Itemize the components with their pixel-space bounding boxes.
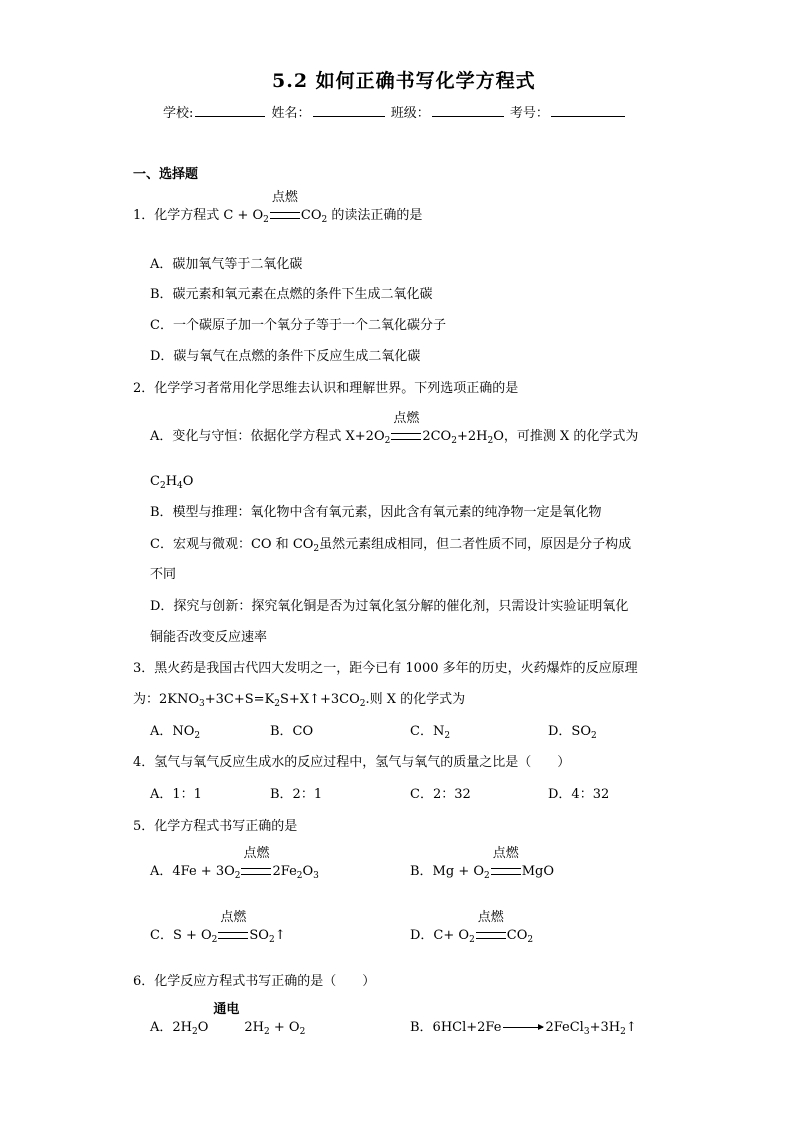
q5-option-b[interactable] (410, 846, 555, 881)
question-5-stem: 5．化学方程式书写正确的是 (133, 819, 298, 834)
subscript: 2 (620, 1027, 626, 1037)
q3-option-c[interactable] (410, 724, 450, 740)
reaction-condition (270, 190, 300, 224)
question-3-stem-cont (133, 692, 465, 708)
q1-prefix: 1．化学方程式 C + O (133, 208, 264, 223)
q5-c-text: SO (249, 928, 269, 943)
q5-b-text: MgO (521, 864, 555, 879)
condition-label: 点燃 (492, 846, 519, 861)
class-field[interactable] (432, 104, 504, 117)
class-label: 班级： (390, 106, 430, 121)
q3-c-text: C．N (410, 724, 445, 739)
q5-d-text: D．C+ O (410, 928, 470, 943)
q6-b-text: B．6HCl+2Fe (410, 1020, 502, 1035)
gas-arrow-icon: ↑ (274, 928, 286, 943)
q5-a-text: 2Fe (272, 864, 297, 879)
condition-label: 通电 (213, 1002, 240, 1017)
formula-part: O (182, 474, 194, 489)
q5-a-text: O (302, 864, 314, 879)
gas-arrow-icon: ↑ (625, 1020, 637, 1035)
school-label: 学校: (163, 106, 194, 121)
subscript: 2 (487, 436, 494, 446)
formula-part: H (165, 474, 178, 489)
q6-b-text: +3H (589, 1020, 621, 1035)
q3-option-b[interactable]: B．CO (270, 724, 314, 739)
q5-d-text: CO (506, 928, 528, 943)
q2-option-d[interactable]: D．探究与创新：探究氧化铜是否为过氧化氢分解的催化剂，只需设计实验证明氧化 (150, 599, 629, 614)
q2-c-text: C．宏观与微观：CO 和 CO (150, 537, 314, 552)
reaction-condition (491, 846, 521, 880)
q2-a-text: 2CO (422, 429, 452, 444)
subscript: 2 (591, 731, 597, 741)
q2-option-d-cont: 铜能否改变反应速率 (150, 630, 268, 645)
subscript: 2 (192, 1027, 198, 1037)
question-4-stem: 4．氢气与氧气反应生成水的反应过程中，氢气与氧气的质量之比是（ ） (133, 755, 571, 770)
q2-option-b[interactable]: B．模型与推理：氧化物中含有氧元素，因此含有氧元素的纯净物一定是氧化物 (150, 505, 602, 520)
reaction-condition (209, 1002, 243, 1036)
q1-option-b[interactable]: B．碳元素和氧元素在点燃的条件下生成二氧化碳 (150, 287, 433, 302)
subscript: 2 (384, 436, 391, 446)
q4-option-b[interactable]: B．2：1 (270, 787, 323, 802)
subscript: 2 (299, 1027, 306, 1037)
subscript: 2 (359, 699, 366, 709)
q6-a-text: 2H (244, 1020, 265, 1035)
q1-suffix: 的读法正确的是 (327, 208, 423, 223)
subscript: 3 (313, 871, 319, 881)
condition-label: 点燃 (477, 910, 504, 925)
q5-option-a[interactable] (150, 846, 319, 881)
subscript: 4 (177, 481, 183, 491)
q6-option-a[interactable] (150, 1002, 306, 1037)
q2-a-text: +2H (456, 429, 488, 444)
q6-a-text: A．2H (150, 1020, 192, 1035)
q3-text: +3C+S=K (204, 692, 275, 707)
q5-a-text: A．4Fe + 3O (150, 864, 235, 879)
q1-product: CO (300, 208, 322, 223)
question-6-stem: 6．化学反应方程式书写正确的是（ ） (133, 974, 376, 989)
section-title: 一、选择题 (133, 167, 199, 182)
reaction-condition (391, 411, 421, 445)
reaction-condition (476, 910, 506, 944)
q2-a-text: O，可推测 X 的化学式为 (493, 429, 639, 444)
name-field[interactable] (313, 104, 385, 117)
q2-c-text: 虽然元素组成相同，但二者性质不同，原因是分子构成 (319, 537, 632, 552)
subscript: 2 (484, 871, 490, 881)
student-info-line (163, 104, 627, 122)
reaction-condition (218, 910, 248, 944)
question-1-stem (133, 190, 423, 225)
q3-a-text: A．NO (150, 724, 195, 739)
q5-c-text: C．S + O (150, 928, 212, 943)
q2-option-c-cont: 不同 (150, 567, 177, 582)
reaction-arrow-icon (503, 1027, 543, 1028)
condition-label: 点燃 (393, 411, 420, 426)
q3-text: 为：2KNO (133, 692, 200, 707)
subscript: 2 (444, 731, 451, 741)
school-field[interactable] (195, 104, 265, 117)
subscript: 3 (583, 1027, 590, 1037)
q4-option-a[interactable]: A．1：1 (150, 787, 202, 802)
subscript: 2 (469, 935, 475, 945)
condition-label: 点燃 (220, 910, 247, 925)
q6-option-b[interactable] (410, 1020, 637, 1036)
q4-option-c[interactable]: C．2：32 (410, 787, 471, 802)
subscript: 2 (263, 215, 269, 225)
subscript: 2 (159, 481, 166, 491)
subscript: 2 (194, 731, 201, 741)
condition-label: 点燃 (243, 846, 270, 861)
question-3-stem: 3．黑火药是我国古代四大发明之一，距今已有 1000 多年的历史，火药爆炸的反应原理 (133, 661, 638, 676)
question-2-stem: 2．化学学习者常用化学思维去认识和理解世界。下列选项正确的是 (133, 381, 519, 396)
subscript: 2 (268, 935, 275, 945)
subscript: 2 (527, 935, 534, 945)
q3-option-d[interactable] (548, 724, 597, 740)
subscript: 2 (211, 935, 218, 945)
name-label: 姓名： (271, 106, 311, 121)
q4-option-d[interactable]: D．4：32 (548, 787, 610, 802)
q5-option-d[interactable] (410, 910, 534, 945)
q1-option-a[interactable]: A．碳加氧气等于二氧化碳 (150, 257, 303, 272)
q3-text: S+X↑+3CO (280, 692, 360, 707)
q5-option-c[interactable] (150, 910, 286, 945)
q1-option-d[interactable]: D．碳与氧气在点燃的条件下反应生成二氧化碳 (150, 349, 421, 364)
subscript: 2 (313, 544, 320, 554)
q6-a-text: + O (269, 1020, 300, 1035)
q6-a-text: O (197, 1020, 209, 1035)
q3-d-text: D．SO (548, 724, 591, 739)
formula-part: C (150, 474, 160, 489)
q2-option-a[interactable] (150, 411, 639, 446)
subscript: 2 (234, 871, 241, 881)
q6-b-text: 2FeCl (545, 1020, 584, 1035)
q2-a-text: A．变化与守恒：依据化学方程式 X+2O (150, 429, 385, 444)
subscript: 2 (321, 215, 328, 225)
q3-text: .则 X 的化学式为 (365, 692, 466, 707)
q3-option-a[interactable] (150, 724, 200, 740)
condition-label: 点燃 (271, 190, 298, 205)
subscript: 2 (264, 1027, 270, 1037)
subscript: 2 (296, 871, 303, 881)
q5-b-text: B．Mg + O (410, 864, 485, 879)
number-label: 考号： (509, 106, 549, 121)
subscript: 2 (451, 436, 457, 446)
q2-option-c[interactable] (150, 537, 631, 553)
q2-option-a-formula (150, 474, 193, 490)
number-field[interactable] (551, 104, 625, 117)
subscript: 3 (199, 699, 205, 709)
subscript: 2 (274, 699, 281, 709)
q1-option-c[interactable]: C．一个碳原子加一个氧分子等于一个二氧化碳分子 (150, 318, 446, 333)
reaction-condition (241, 846, 271, 880)
page-title: 5.2 如何正确书写化学方程式 (272, 70, 536, 92)
